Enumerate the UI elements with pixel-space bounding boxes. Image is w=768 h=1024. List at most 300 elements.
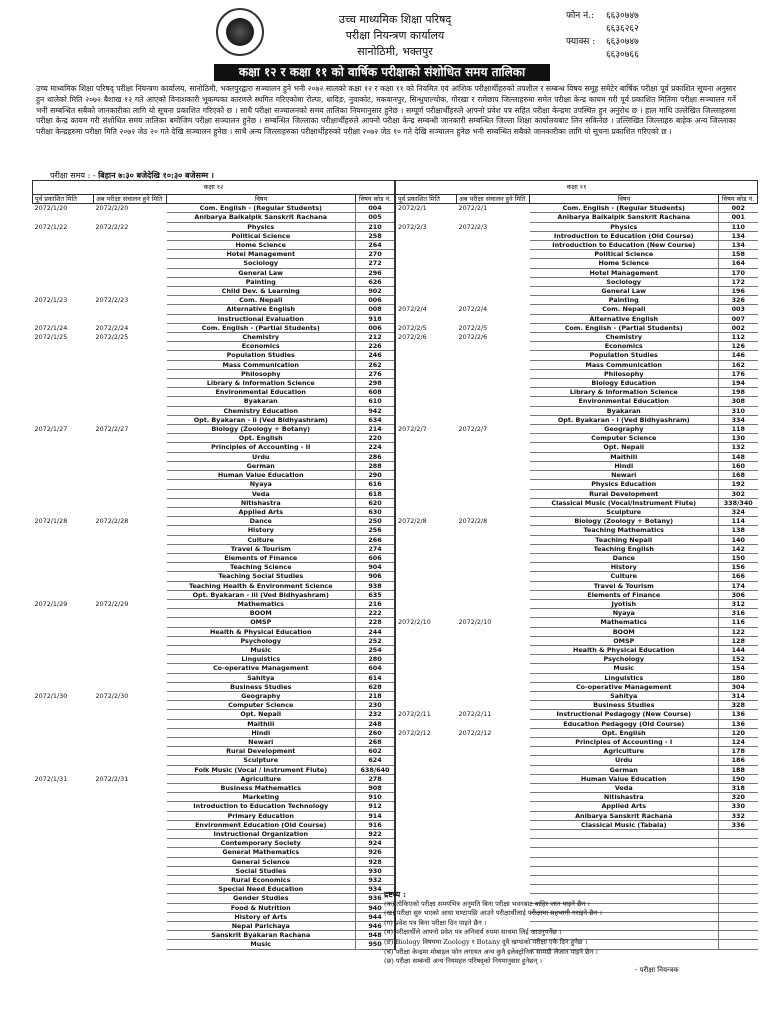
cell-subject-11: Psychology <box>530 655 719 664</box>
fax-value: ६६३०७४७ <box>606 37 639 47</box>
table-row <box>33 443 758 452</box>
cell-code-12: 006 <box>356 323 396 332</box>
cell-prev-date-12 <box>33 406 94 415</box>
cell-prev-date-11 <box>395 434 457 443</box>
cell-subject-12: Maithili <box>167 719 356 728</box>
cell-code-11: 332 <box>719 811 758 820</box>
cell-subject-11: Opt. Nepali <box>530 443 719 452</box>
cell-prev-date-12: 2072/1/23 <box>34 296 68 305</box>
cell-code-12: 936 <box>356 894 396 903</box>
cell-code-12: 262 <box>356 360 396 369</box>
cell-prev-date-11: 2072/2/7 <box>395 425 457 434</box>
cell-prev-date-11 <box>395 599 457 608</box>
cell-prev-date-11 <box>395 461 457 470</box>
cell-new-date-11 <box>457 747 530 756</box>
cell-code-11: 134 <box>719 241 758 250</box>
cell-prev-date-12 <box>33 553 94 562</box>
cell-new-date-12 <box>94 268 167 277</box>
table-row <box>33 747 758 756</box>
cell-new-date-11 <box>457 756 530 765</box>
cell-new-date-11 <box>457 811 530 820</box>
cell-prev-date-12 <box>33 710 94 719</box>
cell-prev-date-11 <box>395 756 457 765</box>
cell-code-12: 296 <box>356 268 396 277</box>
cell-subject-11: Biology (Zoology + Botany) <box>530 517 719 526</box>
cell-prev-date-12 <box>33 940 94 949</box>
cell-code-11: 310 <box>719 406 758 415</box>
cell-subject-12: Mass Communication <box>167 360 356 369</box>
contact-info <box>566 10 666 62</box>
cell-prev-date-12 <box>33 369 94 378</box>
cell-new-date-12 <box>94 793 167 802</box>
cell-subject-12: Elements of Finance <box>167 553 356 562</box>
cell-new-date-12 <box>94 719 167 728</box>
cell-prev-date-12: 2072/1/25 <box>34 333 68 342</box>
cell-subject-11: Byakaran <box>530 406 719 415</box>
cell-prev-date-12 <box>33 627 94 636</box>
table-row <box>33 268 758 277</box>
cell-prev-date-12 <box>33 903 94 912</box>
cell-subject-11: Economics <box>530 342 719 351</box>
cell-subject-11: Introduction to Education (New Course) <box>530 241 719 250</box>
org-line-1: उच्च माध्यमिक शिक्षा परिषद् <box>338 13 452 26</box>
cell-new-date-11 <box>457 673 530 682</box>
cell-prev-date-11 <box>395 406 457 415</box>
cell-new-date-12 <box>94 590 167 599</box>
table-row <box>33 581 758 590</box>
cell-code-12: 268 <box>356 737 396 746</box>
table-row <box>33 342 758 351</box>
cell-prev-date-12 <box>33 848 94 857</box>
cell-prev-date-12 <box>33 443 94 452</box>
cell-new-date-11: 2072/2/11 <box>458 710 492 719</box>
cell-code-12: 274 <box>356 544 396 553</box>
table-row <box>33 287 758 296</box>
cell-subject-12: General Science <box>167 857 356 866</box>
cell-subject-12: Chemistry Education <box>167 406 356 415</box>
cell-new-date-12 <box>94 443 167 452</box>
cell-code-11: 120 <box>719 728 758 737</box>
cell-code-12: 628 <box>356 682 396 691</box>
cell-code-12: 638/640 <box>356 765 396 774</box>
cell-subject-11: Alternative English <box>530 314 719 323</box>
cell-new-date-12 <box>94 903 167 912</box>
cell-prev-date-12: 2072/1/30 <box>34 691 68 700</box>
cell-new-date-11 <box>457 664 530 673</box>
cell-code-12: 948 <box>356 931 396 940</box>
cell-new-date-11 <box>457 553 530 562</box>
cell-subject-11: Classical Music (Vocal/Instrument Flute) <box>530 498 719 507</box>
cell-new-date-12 <box>94 876 167 885</box>
emblem-logo <box>216 8 264 56</box>
cell-code-12: 244 <box>356 627 396 636</box>
cell-subject-12: Opt. Byakaran - ii (Ved Bidhyashram) <box>167 415 356 424</box>
cell-subject-12: Byakaran <box>167 397 356 406</box>
cell-code-12: 938 <box>356 581 396 590</box>
cell-subject-11: Nyaya <box>530 609 719 618</box>
cell-new-date-11 <box>457 379 530 388</box>
cell-code-11: 007 <box>719 314 758 323</box>
cell-subject-11: Agriculture <box>530 747 719 756</box>
table-row <box>33 627 758 636</box>
cell-new-date-12 <box>94 452 167 461</box>
cell-subject-12: Culture <box>167 535 356 544</box>
cell-prev-date-12 <box>33 379 94 388</box>
cell-prev-date-11 <box>395 480 457 489</box>
cell-code-11: 124 <box>719 737 758 746</box>
cell-prev-date-11 <box>395 747 457 756</box>
cell-subject-12: Mathematics <box>167 599 356 608</box>
cell-code-11: 186 <box>719 756 758 765</box>
cell-new-date-12 <box>94 526 167 535</box>
cell-subject-11: Education Pedagogy (Old Course) <box>530 719 719 728</box>
cell-prev-date-12 <box>33 480 94 489</box>
cell-subject-12: Sculpture <box>167 756 356 765</box>
cell-subject-12: Primary Education <box>167 811 356 820</box>
table-row <box>33 314 758 323</box>
table-row <box>33 480 758 489</box>
cell-subject-12: Music <box>167 940 356 949</box>
note-item: (ग) प्रवेश पत्र बिना परीक्षा दिन पाइने छैन । <box>384 918 487 927</box>
cell-prev-date-11 <box>395 397 457 406</box>
cell-prev-date-11 <box>395 471 457 480</box>
cell-subject-11: Co-operative Management <box>530 682 719 691</box>
cell-prev-date-12 <box>33 765 94 774</box>
cell-code-12: 005 <box>356 213 396 222</box>
cell-prev-date-11 <box>395 388 457 397</box>
cell-prev-date-12 <box>33 526 94 535</box>
cell-new-date-11: 2072/2/8 <box>458 517 488 526</box>
table-row <box>33 664 758 673</box>
cell-prev-date-12 <box>33 590 94 599</box>
cell-new-date-12 <box>94 645 167 654</box>
cell-subject-11: Human Value Education <box>530 774 719 783</box>
cell-code-11: 198 <box>719 388 758 397</box>
cell-prev-date-12 <box>33 259 94 268</box>
exam-time-label: परीक्षा समय : - <box>50 171 96 180</box>
cell-new-date-12 <box>94 940 167 949</box>
col-code-12: विषय कोड नं. <box>356 195 396 204</box>
cell-prev-date-12 <box>33 535 94 544</box>
table-row <box>33 719 758 728</box>
cell-new-date-11 <box>457 526 530 535</box>
cell-prev-date-12: 2072/1/27 <box>34 425 68 434</box>
table-row <box>33 544 758 553</box>
cell-subject-11: Veda <box>530 784 719 793</box>
cell-prev-date-11: 2072/2/4 <box>395 305 457 314</box>
cell-prev-date-12 <box>33 931 94 940</box>
schedule-rows <box>33 204 758 949</box>
cell-new-date-12 <box>94 609 167 618</box>
cell-subject-11: Sahitya <box>530 691 719 700</box>
cell-new-date-11 <box>457 802 530 811</box>
cell-prev-date-11 <box>395 590 457 599</box>
cell-subject-11: Jyotish <box>530 599 719 608</box>
table-row <box>33 765 758 774</box>
col-prev-date-12: पूर्व प्रकाशित मिति <box>33 195 94 204</box>
cell-subject-12: Opt. Byakaran - iii (Ved Bidhyashram) <box>167 590 356 599</box>
cell-code-11: 001 <box>719 213 758 222</box>
cell-code-11: 144 <box>719 645 758 654</box>
cell-prev-date-12 <box>33 434 94 443</box>
cell-prev-date-12 <box>33 793 94 802</box>
cell-subject-12: Linguistics <box>167 655 356 664</box>
cell-code-11: 164 <box>719 259 758 268</box>
cell-prev-date-12 <box>33 682 94 691</box>
cell-prev-date-11 <box>395 498 457 507</box>
cell-code-12: 246 <box>356 351 396 360</box>
cell-code-11: 140 <box>719 535 758 544</box>
cell-subject-12: Environment Education (Old Course) <box>167 820 356 829</box>
table-row <box>33 507 758 516</box>
notes-heading: द्रष्टव्य : <box>384 889 407 899</box>
cell-code-12: 624 <box>356 756 396 765</box>
cell-new-date-12 <box>94 931 167 940</box>
cell-new-date-12 <box>94 287 167 296</box>
cell-prev-date-12 <box>33 784 94 793</box>
cell-subject-11: German <box>530 765 719 774</box>
cell-code-11: 172 <box>719 277 758 286</box>
cell-code-11: 320 <box>719 793 758 802</box>
cell-prev-date-11 <box>395 443 457 452</box>
cell-code-12: 222 <box>356 609 396 618</box>
cell-code-12: 912 <box>356 802 396 811</box>
document-title: कक्षा १२ र कक्षा ११ को वार्षिक परीक्षाको संशोधित समय तालिका <box>214 64 550 81</box>
cell-subject-11: Maithili <box>530 452 719 461</box>
cell-subject-12: Veda <box>167 489 356 498</box>
cell-prev-date-11 <box>395 774 457 783</box>
cell-code-11: 174 <box>719 581 758 590</box>
cell-subject-12: Nyaya <box>167 480 356 489</box>
table-row <box>33 701 758 710</box>
cell-subject-11: Physics <box>530 222 719 231</box>
note-item: (ख) परीक्षा सुरु भएको आधा घण्टापछि आउने परीक्षार्थीलाई परीक्षामा सहभागी गराइने छैन । <box>384 909 602 918</box>
cell-new-date-12 <box>94 489 167 498</box>
cell-code-11: 154 <box>719 664 758 673</box>
cell-new-date-12 <box>94 728 167 737</box>
cell-code-12: 004 <box>356 204 396 213</box>
cell-new-date-12 <box>94 507 167 516</box>
cell-prev-date-11 <box>395 250 457 259</box>
cell-code-12: 635 <box>356 590 396 599</box>
cell-new-date-11 <box>457 443 530 452</box>
cell-subject-11: Chemistry <box>530 333 719 342</box>
cell-new-date-12 <box>94 747 167 756</box>
cell-code-12: 256 <box>356 526 396 535</box>
cell-subject-11: Political Science <box>530 250 719 259</box>
table-row <box>33 259 758 268</box>
cell-new-date-12: 2072/2/27 <box>95 425 129 434</box>
cell-new-date-12 <box>94 885 167 894</box>
table-row <box>33 277 758 286</box>
cell-new-date-12 <box>94 563 167 572</box>
table-row <box>33 618 758 627</box>
cell-new-date-12 <box>94 802 167 811</box>
table-row <box>33 710 758 719</box>
cell-subject-11: Instructional Pedagogy (New Course) <box>530 710 719 719</box>
cell-code-12: 006 <box>356 296 396 305</box>
table-row <box>33 397 758 406</box>
cell-code-11: 166 <box>719 572 758 581</box>
cell-prev-date-11: 2072/2/12 <box>395 728 457 737</box>
note-item: (ङ) Biology विषयमा Zoology र Botany दुवै खण्डको परीक्षा एकै दिन हुनेछ । <box>384 937 588 946</box>
cell-prev-date-11 <box>395 866 457 875</box>
cell-prev-date-11: 2072/2/3 <box>395 222 457 231</box>
cell-new-date-12 <box>94 314 167 323</box>
cell-prev-date-11 <box>395 645 457 654</box>
cell-new-date-11 <box>457 415 530 424</box>
cell-subject-12: Business Mathematics <box>167 784 356 793</box>
cell-subject-11: Com. English - (Regular Students) <box>530 204 719 213</box>
table-row <box>33 728 758 737</box>
cell-prev-date-11 <box>395 581 457 590</box>
cell-subject-11: Urdu <box>530 756 719 765</box>
cell-code-12: 288 <box>356 461 396 470</box>
cell-subject-11: Library & Information Science <box>530 388 719 397</box>
cell-subject-12: Population Studies <box>167 351 356 360</box>
cell-new-date-11 <box>457 820 530 829</box>
table-row <box>33 241 758 250</box>
cell-prev-date-11 <box>395 627 457 636</box>
col-subject-12: विषय <box>167 195 356 204</box>
cell-prev-date-11 <box>395 379 457 388</box>
cell-code-11: 128 <box>719 636 758 645</box>
cell-code-12: 280 <box>356 655 396 664</box>
cell-code-11: 162 <box>719 360 758 369</box>
cell-subject-12: Teaching Science <box>167 563 356 572</box>
phone-label: फोन नं.: <box>566 11 595 21</box>
cell-subject-12: Com. Nepali <box>167 296 356 305</box>
cell-subject-12: Co-operative Management <box>167 664 356 673</box>
cell-subject-11: Hotel Management <box>530 268 719 277</box>
cell-code-12: 608 <box>356 388 396 397</box>
table-row <box>33 590 758 599</box>
note-item: (च) परीक्षा केन्द्रमा मोबाइल फोन लगायत अन्य कुनै इलेक्ट्रोनिक सामग्री लैजान पाइने छैन । <box>384 947 598 956</box>
cell-new-date-11 <box>457 793 530 802</box>
cell-prev-date-12 <box>33 857 94 866</box>
cell-prev-date-11 <box>395 535 457 544</box>
cell-code-12: 248 <box>356 719 396 728</box>
cell-new-date-11 <box>457 636 530 645</box>
cell-subject-11: Biology Education <box>530 379 719 388</box>
cell-subject-11 <box>530 848 719 857</box>
cell-new-date-12 <box>94 655 167 664</box>
cell-prev-date-11 <box>395 701 457 710</box>
cell-new-date-11 <box>457 784 530 793</box>
cell-new-date-12 <box>94 553 167 562</box>
cell-code-11: 112 <box>719 333 758 342</box>
cell-code-12: 214 <box>356 425 396 434</box>
cell-new-date-12 <box>94 471 167 480</box>
cell-prev-date-11 <box>395 811 457 820</box>
cell-prev-date-12 <box>33 728 94 737</box>
cell-subject-12: German <box>167 461 356 470</box>
cell-subject-11: Geography <box>530 425 719 434</box>
cell-prev-date-11 <box>395 231 457 240</box>
org-line-2: परीक्षा नियन्त्रण कार्यालय <box>345 29 445 42</box>
cell-code-11: 170 <box>719 268 758 277</box>
cell-new-date-11 <box>457 213 530 222</box>
cell-prev-date-12 <box>33 213 94 222</box>
cell-code-11: 176 <box>719 369 758 378</box>
cell-new-date-12 <box>94 737 167 746</box>
cell-subject-12: Teaching Social Studies <box>167 572 356 581</box>
cell-new-date-11 <box>457 719 530 728</box>
cell-prev-date-12 <box>33 830 94 839</box>
cell-new-date-12: 2072/2/30 <box>95 691 129 700</box>
cell-new-date-11 <box>457 572 530 581</box>
cell-code-12: 266 <box>356 535 396 544</box>
cell-prev-date-12 <box>33 876 94 885</box>
cell-new-date-11 <box>457 590 530 599</box>
cell-subject-12: General Mathematics <box>167 848 356 857</box>
cell-subject-11 <box>530 876 719 885</box>
cell-subject-12: Principles of Accounting - II <box>167 443 356 452</box>
cell-new-date-12 <box>94 277 167 286</box>
cell-new-date-12 <box>94 673 167 682</box>
cell-code-11 <box>719 839 758 848</box>
cell-prev-date-11 <box>395 876 457 885</box>
cell-prev-date-11: 2072/2/10 <box>395 618 457 627</box>
cell-subject-12: Hindi <box>167 728 356 737</box>
cell-subject-12: Biology (Zoology + Botany) <box>167 425 356 434</box>
cell-new-date-11 <box>457 507 530 516</box>
cell-subject-12: Dance <box>167 517 356 526</box>
cell-new-date-11 <box>457 259 530 268</box>
cell-new-date-11 <box>457 848 530 857</box>
table-row <box>33 820 758 829</box>
schedule-table <box>32 180 758 950</box>
cell-new-date-11 <box>457 461 530 470</box>
table-row <box>33 682 758 691</box>
cell-prev-date-11 <box>395 691 457 700</box>
cell-code-12: 618 <box>356 489 396 498</box>
table-row <box>33 756 758 765</box>
cell-code-11: 336 <box>719 820 758 829</box>
cell-new-date-11 <box>457 452 530 461</box>
cell-subject-11: Dance <box>530 553 719 562</box>
cell-subject-11: Mathematics <box>530 618 719 627</box>
cell-prev-date-12 <box>33 277 94 286</box>
cell-subject-12: Travel & Tourism <box>167 544 356 553</box>
cell-code-12: 260 <box>356 728 396 737</box>
phone-label-2 <box>566 23 606 36</box>
fax-value-2: ६६३०७६६ <box>606 50 639 60</box>
cell-prev-date-11 <box>395 793 457 802</box>
cell-prev-date-11 <box>395 213 457 222</box>
cell-subject-12: Political Science <box>167 231 356 240</box>
cell-new-date-12 <box>94 544 167 553</box>
cell-prev-date-12 <box>33 922 94 931</box>
table-row <box>33 802 758 811</box>
cell-prev-date-12 <box>33 912 94 921</box>
cell-code-12: 008 <box>356 305 396 314</box>
cell-code-12: 272 <box>356 259 396 268</box>
cell-prev-date-11 <box>395 526 457 535</box>
cell-subject-11: Applied Arts <box>530 802 719 811</box>
table-row <box>33 305 758 314</box>
table-row <box>33 204 758 213</box>
cell-subject-12: Health & Physical Education <box>167 627 356 636</box>
cell-subject-12: Instructional Organization <box>167 830 356 839</box>
cell-code-12: 904 <box>356 563 396 572</box>
cell-prev-date-12 <box>33 885 94 894</box>
cell-code-11: 330 <box>719 802 758 811</box>
cell-prev-date-11 <box>395 848 457 857</box>
cell-new-date-11 <box>457 360 530 369</box>
cell-new-date-11 <box>457 830 530 839</box>
col-code-11: विषय कोड नं. <box>719 195 758 204</box>
